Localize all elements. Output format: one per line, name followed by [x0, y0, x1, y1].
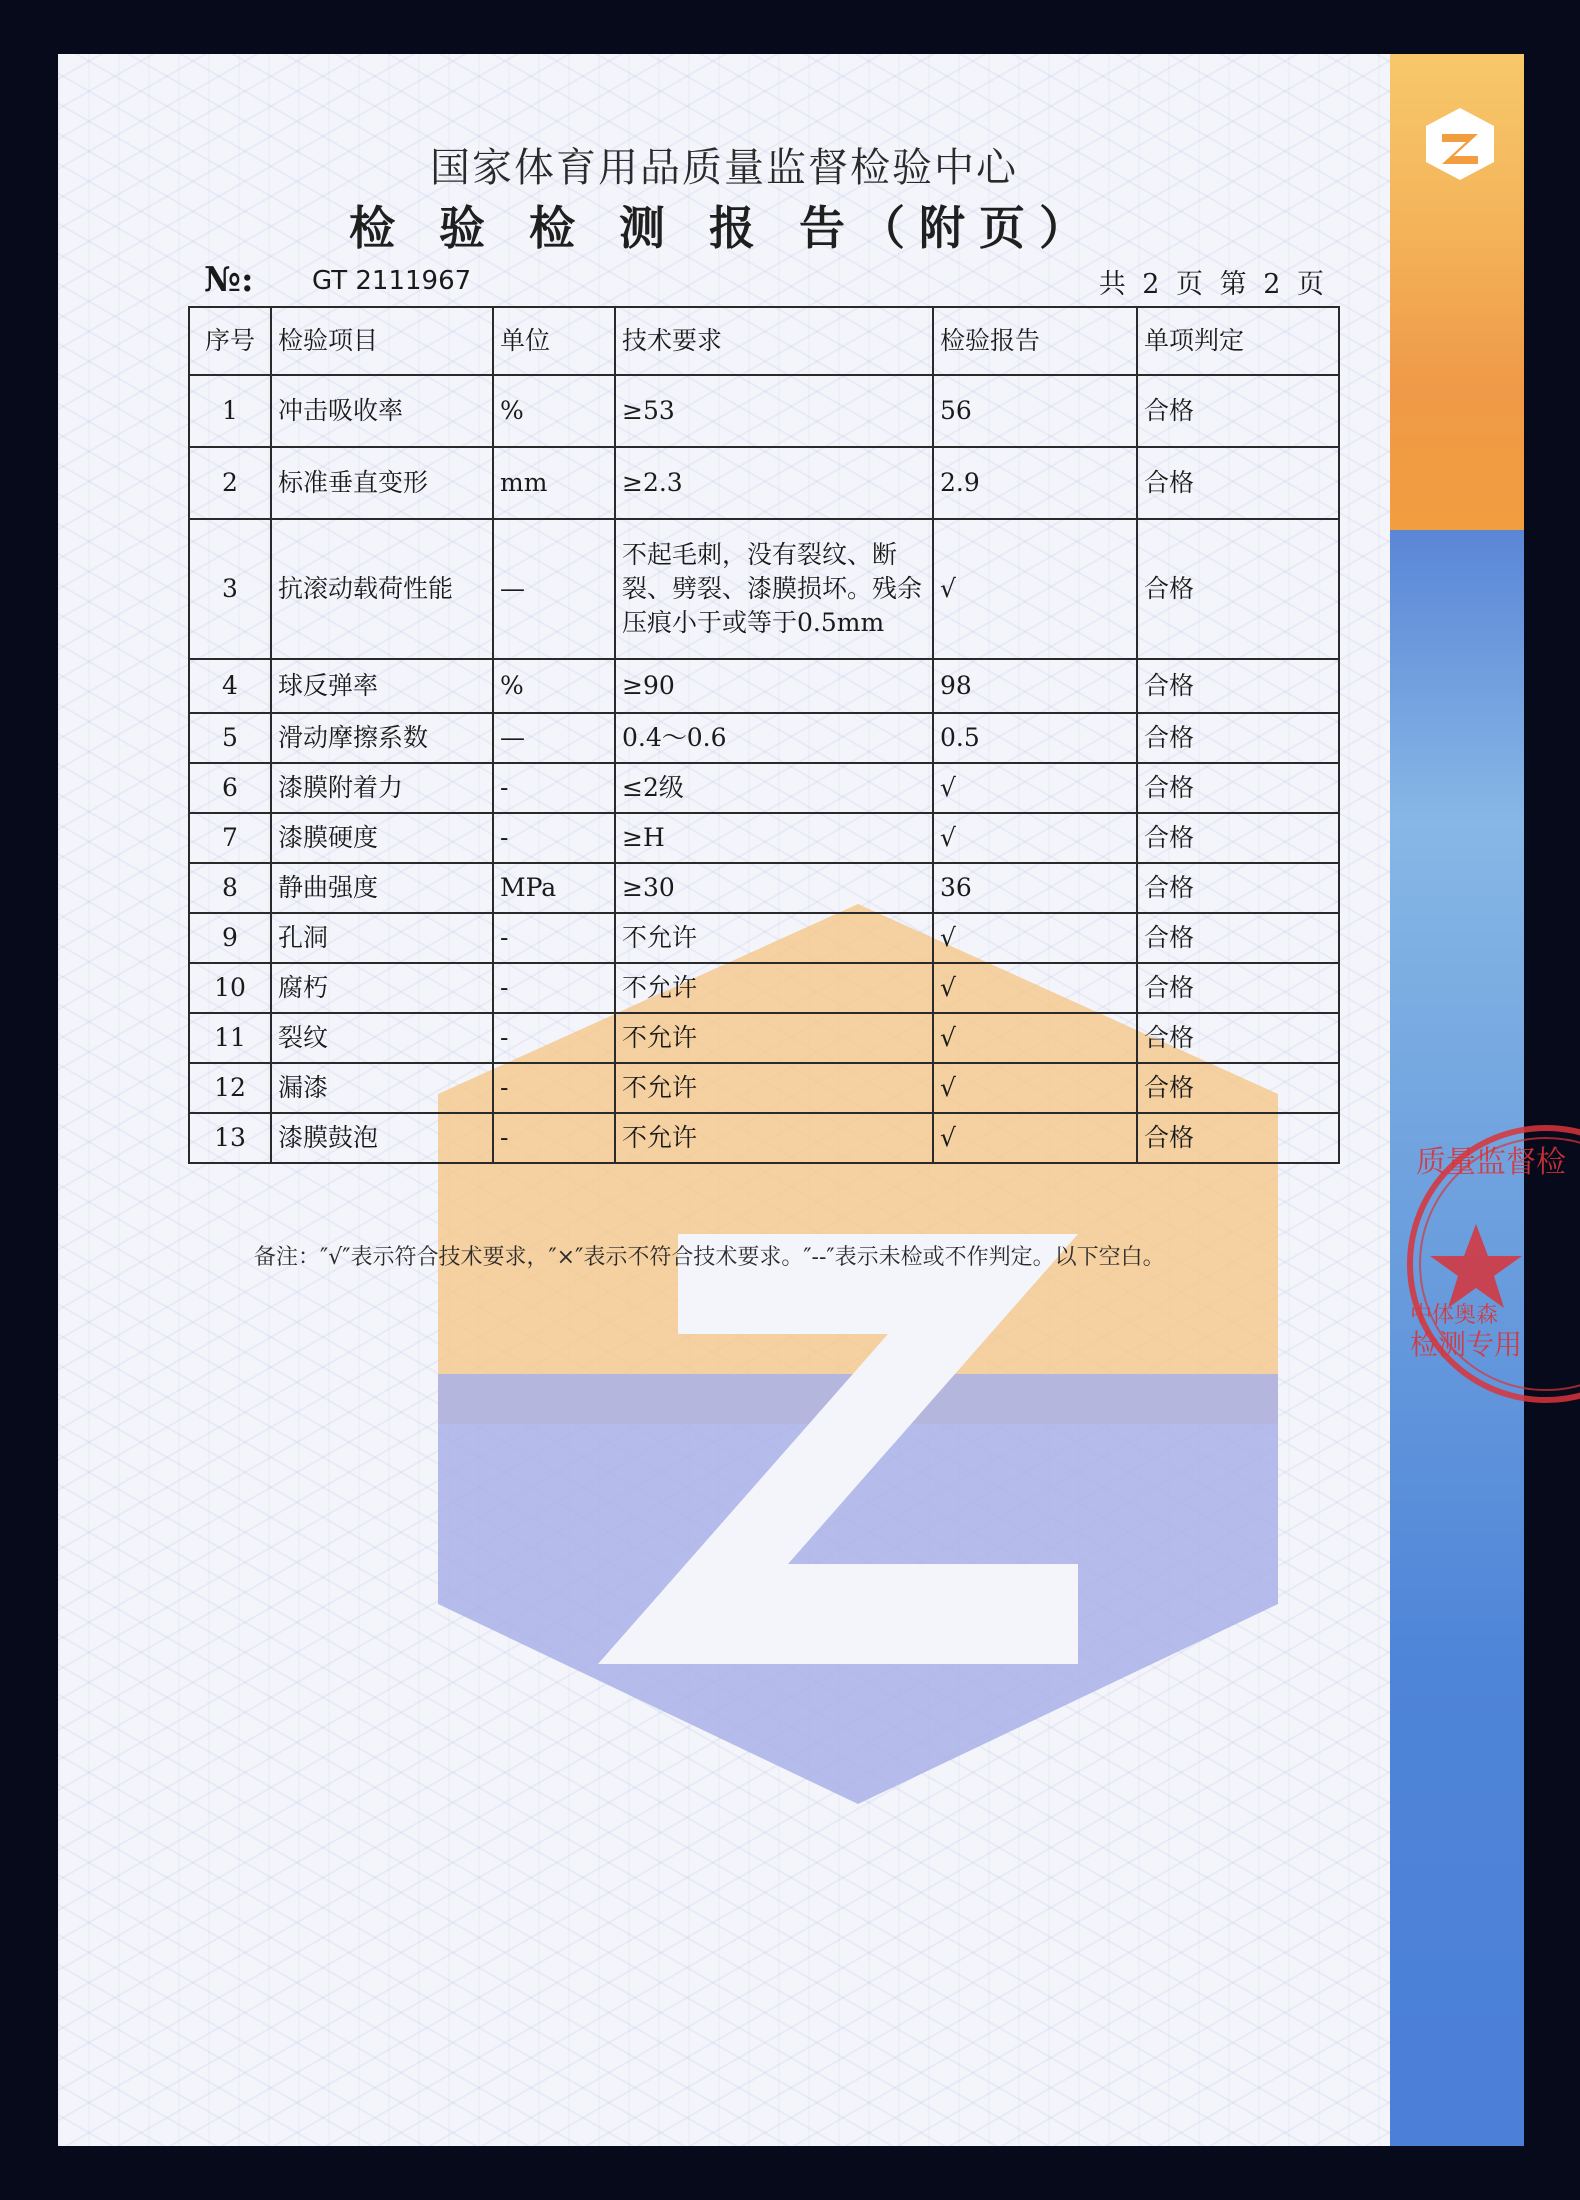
cell-judgment: 合格	[1137, 963, 1339, 1013]
table-row	[189, 659, 1339, 713]
cell-requirement: ≥2.3	[615, 447, 933, 519]
table-row	[189, 913, 1339, 963]
cell-requirement: 不起毛刺，没有裂纹、断裂、劈裂、漆膜损坏。残余压痕小于或等于0.5mm	[615, 519, 933, 659]
seal-text-top: 质量监督检	[1416, 1145, 1566, 1180]
cell-no: 3	[189, 519, 271, 659]
cell-result: 56	[933, 375, 1137, 447]
cell-no: 6	[189, 763, 271, 813]
cell-result: 2.9	[933, 447, 1137, 519]
table-row	[189, 863, 1339, 913]
cell-result: √	[933, 519, 1137, 659]
cell-judgment: 合格	[1137, 1113, 1339, 1163]
cell-requirement: ≤2级	[615, 763, 933, 813]
cell-judgment: 合格	[1137, 1013, 1339, 1063]
cell-judgment: 合格	[1137, 659, 1339, 713]
cell-result: 98	[933, 659, 1137, 713]
cell-result: 36	[933, 863, 1137, 913]
cell-requirement: 不允许	[615, 1113, 933, 1163]
table-row	[189, 1113, 1339, 1163]
cell-no: 1	[189, 375, 271, 447]
cell-result: 0.5	[933, 713, 1137, 763]
cell-item: 冲击吸收率	[271, 375, 493, 447]
cell-result: √	[933, 1063, 1137, 1113]
cell-unit: -	[493, 1013, 615, 1063]
cell-item: 漏漆	[271, 1063, 493, 1113]
cell-result: √	[933, 813, 1137, 863]
col-header-unit: 单位	[493, 307, 615, 375]
table-row	[189, 519, 1339, 659]
cell-judgment: 合格	[1137, 519, 1339, 659]
cell-unit: %	[493, 375, 615, 447]
center-logo-icon	[1424, 104, 1496, 184]
cell-no: 4	[189, 659, 271, 713]
cell-item: 标准垂直变形	[271, 447, 493, 519]
org-name: 国家体育用品质量监督检验中心	[430, 145, 1018, 191]
cell-judgment: 合格	[1137, 813, 1339, 863]
table-row	[189, 375, 1339, 447]
cell-result: √	[933, 913, 1137, 963]
cell-item: 静曲强度	[271, 863, 493, 913]
remarks-note: 备注：″√″表示符合技术要求，″×″表示不符合技术要求。″--″表示未检或不作判定。以下空白。	[254, 1245, 1165, 1270]
table-row	[189, 713, 1339, 763]
table-header-row	[189, 307, 1339, 375]
cell-no: 10	[189, 963, 271, 1013]
cell-unit: —	[493, 519, 615, 659]
cell-no: 8	[189, 863, 271, 913]
cell-no: 11	[189, 1013, 271, 1063]
cell-judgment: 合格	[1137, 913, 1339, 963]
col-header-judgment: 单项判定	[1137, 307, 1339, 375]
cell-item: 裂纹	[271, 1013, 493, 1063]
table-row	[189, 1013, 1339, 1063]
cell-unit: mm	[493, 447, 615, 519]
results-table	[188, 306, 1340, 1164]
cell-unit: -	[493, 1113, 615, 1163]
cell-unit: -	[493, 913, 615, 963]
table-row	[189, 447, 1339, 519]
cell-unit: —	[493, 713, 615, 763]
report-no-label: №:	[204, 260, 254, 300]
cell-judgment: 合格	[1137, 863, 1339, 913]
report-number: GT 2111967	[312, 266, 472, 296]
cell-judgment: 合格	[1137, 375, 1339, 447]
cell-item: 腐朽	[271, 963, 493, 1013]
cell-result: √	[933, 763, 1137, 813]
report-title: 检 验 检 测 报 告（附页）	[348, 201, 1100, 255]
cell-no: 2	[189, 447, 271, 519]
table-row	[189, 963, 1339, 1013]
official-seal-icon	[1396, 1114, 1566, 1414]
cell-requirement: ≥30	[615, 863, 933, 913]
col-header-result: 检验报告	[933, 307, 1137, 375]
cell-no: 13	[189, 1113, 271, 1163]
cell-requirement: 不允许	[615, 913, 933, 963]
col-header-requirement: 技术要求	[615, 307, 933, 375]
cell-no: 7	[189, 813, 271, 863]
cell-requirement: 不允许	[615, 1063, 933, 1113]
cell-item: 漆膜附着力	[271, 763, 493, 813]
report-page	[58, 54, 1566, 2146]
cell-item: 抗滚动载荷性能	[271, 519, 493, 659]
cell-requirement: 不允许	[615, 963, 933, 1013]
seal-text-center: 中体奥森	[1410, 1303, 1499, 1328]
cell-unit: MPa	[493, 863, 615, 913]
cell-result: √	[933, 963, 1137, 1013]
cell-unit: -	[493, 813, 615, 863]
cell-requirement: 0.4～0.6	[615, 713, 933, 763]
table-row	[189, 763, 1339, 813]
col-header-no: 序号	[189, 307, 271, 375]
cell-judgment: 合格	[1137, 763, 1339, 813]
cell-requirement: ≥53	[615, 375, 933, 447]
cell-item: 球反弹率	[271, 659, 493, 713]
cell-requirement: 不允许	[615, 1013, 933, 1063]
cell-requirement: ≥90	[615, 659, 933, 713]
cell-item: 滑动摩擦系数	[271, 713, 493, 763]
table-row	[189, 1063, 1339, 1113]
cell-no: 12	[189, 1063, 271, 1113]
cell-judgment: 合格	[1137, 447, 1339, 519]
cell-item: 漆膜鼓泡	[271, 1113, 493, 1163]
cell-requirement: ≥H	[615, 813, 933, 863]
table-row	[189, 813, 1339, 863]
cell-item: 漆膜硬度	[271, 813, 493, 863]
cell-result: √	[933, 1113, 1137, 1163]
page-info: 共 2 页 第 2 页	[1098, 269, 1328, 300]
decorative-side-band	[1390, 54, 1524, 2146]
cell-unit: -	[493, 763, 615, 813]
cell-no: 9	[189, 913, 271, 963]
cell-judgment: 合格	[1137, 1063, 1339, 1113]
seal-text-bottom: 检测专用	[1410, 1328, 1523, 1361]
cell-item: 孔洞	[271, 913, 493, 963]
cell-unit: %	[493, 659, 615, 713]
col-header-item: 检验项目	[271, 307, 493, 375]
cell-unit: -	[493, 1063, 615, 1113]
cell-judgment: 合格	[1137, 713, 1339, 763]
cell-unit: -	[493, 963, 615, 1013]
cell-no: 5	[189, 713, 271, 763]
cell-result: √	[933, 1013, 1137, 1063]
